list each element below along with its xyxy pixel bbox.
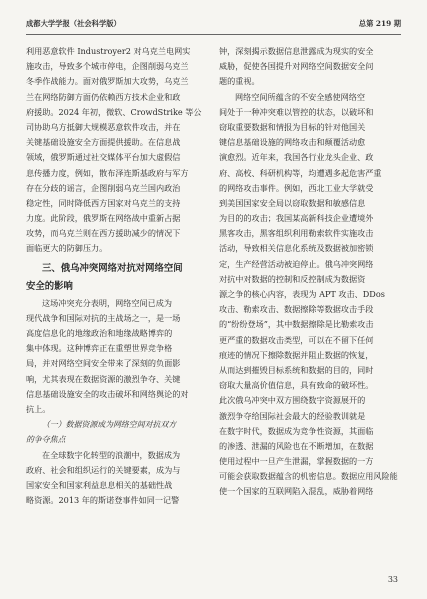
text-line: 源之争的核心内容，表现为 APT 攻击、DDos bbox=[219, 289, 385, 299]
left-column bbox=[26, 44, 207, 508]
text-line: 到美国国家安全局以窃取数据和敏感信息 bbox=[219, 197, 366, 208]
text-line: 攻势，而乌克兰则在西方援助减少的情况下 bbox=[26, 228, 181, 239]
text-line: 国家安全和国家利益息息相关的基础性战 bbox=[26, 479, 173, 490]
text-line: 钟，深刻揭示数据信息泄露成为现实的安全 bbox=[219, 46, 374, 56]
text-line: 激烈争夺给国际社会最大的经验教训就是 bbox=[219, 410, 366, 421]
text-line: 对抗中对数据的控制和反控制成为数据资 bbox=[219, 273, 366, 284]
text-line: 更严重的数据攻击类型，可以在不留下任何 bbox=[219, 334, 374, 345]
text-line: 现代战争和国际对抗的主战场之一，是一场 bbox=[26, 312, 181, 323]
text-line: 信息基础设施安全的攻击破坏和网络舆论的对 bbox=[26, 388, 189, 399]
header-rule bbox=[26, 34, 401, 35]
text-line: 的网络攻击事件。例如，西北工业大学就受 bbox=[219, 182, 374, 193]
page-number: 33 bbox=[387, 575, 398, 584]
section-heading-line: 安全的影响 bbox=[26, 280, 73, 292]
text-line: 略资源。2013 年的斯诺登事件如同一记警 bbox=[26, 495, 180, 506]
text-line: 使一个国家的互联网陷入混乱，威胁着网络 bbox=[219, 486, 374, 497]
text-line: 力度。此阶段，俄罗斯在网络战中重新占据 bbox=[26, 213, 181, 224]
text-line: 痕迹的情况下擦除数据并阻止数据的恢复， bbox=[219, 349, 374, 360]
paragraph bbox=[26, 448, 207, 509]
text-line: 利用恶意软件 Industroyer2 对乌克兰电网实 bbox=[26, 46, 191, 56]
text-line: 府援助。2024 年初，微软、CrowdStrike 等公 bbox=[26, 106, 202, 117]
text-line: 活动，导致相关信息化系统及数据被加密锁 bbox=[219, 243, 374, 254]
text-line: 关键基础设施安全方面提供援助。在信息战 bbox=[26, 137, 181, 148]
subsection-heading bbox=[26, 417, 207, 447]
journal-name: 成都大学学报（社会科学版） bbox=[26, 19, 121, 28]
text-line: 在全球数字化转型的浪潮中，数据成为 bbox=[42, 449, 181, 460]
text-line: 息传播力度，例如，散布泽连斯基政府与军方 bbox=[26, 167, 189, 178]
text-line: 攻击、勒索攻击、数据擦除等数据攻击手段 bbox=[219, 304, 374, 315]
text-line: 存在分歧的谣言，企图削弱乌克兰国内政治 bbox=[26, 182, 181, 193]
text-line: 府、高校、科研机构等，均遭遇多起危害严重 bbox=[219, 167, 382, 178]
text-line: 窃取重要数据和情报为目标的针对他国关 bbox=[219, 121, 366, 132]
text-line: 在数字时代，数据成为竞争性资源，其面临 bbox=[219, 425, 374, 436]
text-line: 题的重视。 bbox=[219, 76, 260, 87]
text-line: 演愈烈。近年来，我国各行业龙头企业、政 bbox=[219, 152, 374, 163]
text-line: 领域，俄罗斯通过社交媒体平台加大虚假信 bbox=[26, 152, 181, 163]
text-line: 可能会获取数据蕴含的机密信息。数据应用风险能 bbox=[219, 471, 398, 482]
paragraph bbox=[26, 44, 207, 257]
text-line: 抗上。 bbox=[26, 403, 51, 414]
text-line: 为目的的攻击；我国某高新科技企业遭境外 bbox=[219, 213, 374, 224]
text-line: 此次俄乌冲突中双方围绕数字资源展开的 bbox=[219, 395, 366, 406]
paragraph bbox=[26, 296, 207, 418]
text-line: 间处于一种冲突难以管控的状态，以破坏和 bbox=[219, 106, 374, 117]
issue-number: 总第 219 期 bbox=[358, 19, 401, 28]
text-line: 兰在网络防御方面仍依赖西方技术企业和政 bbox=[26, 91, 181, 102]
text-line: 高度信息化的地缘政治和地缘战略博弈的 bbox=[26, 328, 173, 338]
text-line: 键信息基础设施的网络攻击和颠覆活动愈 bbox=[219, 137, 366, 148]
text-line: 司协助乌方抵御大规模恶意软件攻击，并在 bbox=[26, 121, 181, 132]
text-line: 定，生产经营活动被迫停止。俄乌冲突网络 bbox=[219, 258, 374, 269]
text-line: 面临更大的防御压力。 bbox=[26, 243, 108, 254]
text-line: 黑客攻击，黑客组织利用勒索软件实施攻击 bbox=[219, 228, 374, 239]
text-line: 的渗透、泄漏的风险也在不断增加，在数据 bbox=[219, 440, 374, 451]
section-heading-line: 三、俄乌冲突网络对抗对网络空间 bbox=[42, 262, 183, 274]
subsection-heading-line: 的争夺焦点 bbox=[26, 435, 66, 445]
text-line: 集中体现。这种博弈正在重塑世界竞争格 bbox=[26, 343, 173, 354]
text-line: 施攻击，导致多个城市停电，企图削弱乌克兰 bbox=[26, 61, 189, 72]
paragraph bbox=[219, 90, 400, 500]
subsection-heading-line: （一）数据资源成为网络空间对抗双方 bbox=[42, 420, 177, 430]
text-line: 的“纷纷登场”，其中数据擦除是比勒索攻击 bbox=[219, 319, 374, 330]
text-line: 局，并对网络空间安全带来了深刻的负面影 bbox=[26, 358, 181, 369]
text-line: 威胁，促使各国提升对网络空间数据安全问 bbox=[219, 61, 374, 72]
text-line: 政府、社会和组织运行的关键要素，成为与 bbox=[26, 464, 181, 475]
running-header bbox=[26, 16, 401, 32]
text-line: 使用过程中一旦产生泄漏，掌握数据的一方 bbox=[219, 456, 374, 467]
section-heading bbox=[26, 260, 207, 296]
text-line: 从而达到摧毁目标系统和数据的目的，同时 bbox=[219, 364, 374, 375]
text-line: 冬季作战能力。面对俄罗斯加大攻势，乌克兰 bbox=[26, 76, 189, 87]
text-line: 网络空间所蕴含的不安全感使网络空 bbox=[235, 91, 366, 102]
right-column bbox=[219, 44, 400, 500]
text-line: 稳定性，同时降低西方国家对乌克兰的支持 bbox=[26, 197, 181, 208]
text-line: 这场冲突充分表明，网络空间已成为 bbox=[42, 297, 173, 308]
paragraph bbox=[219, 44, 400, 90]
text-line: 窃取大量高价值信息，具有致命的破坏性。 bbox=[219, 380, 374, 391]
text-line: 响，尤其表现在数据资源的激烈争夺、关键 bbox=[26, 373, 181, 384]
